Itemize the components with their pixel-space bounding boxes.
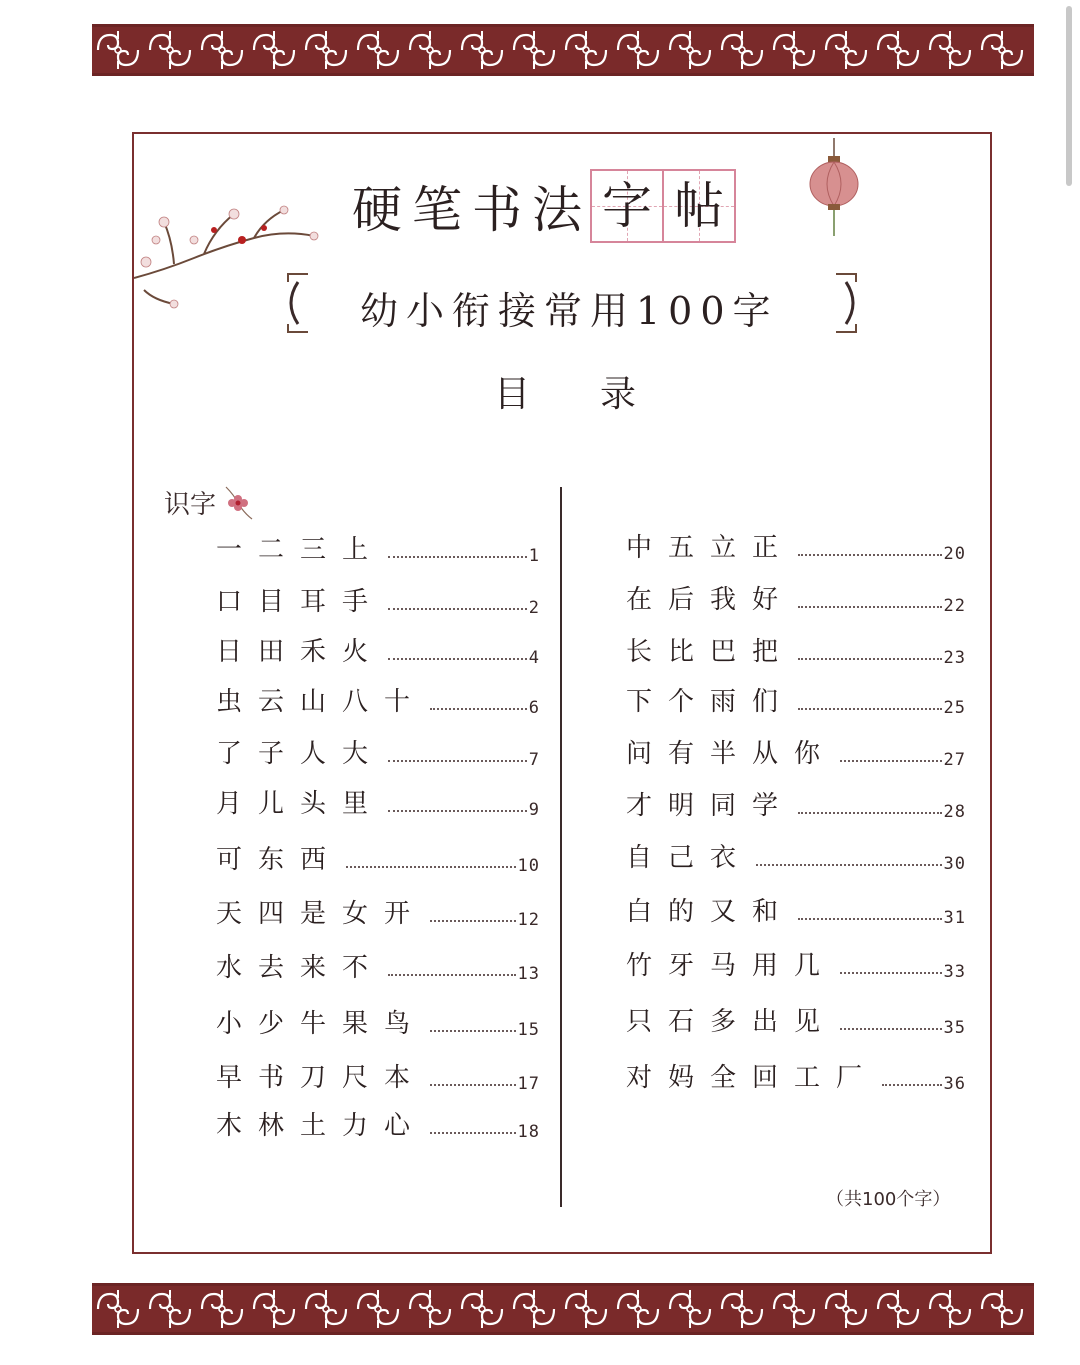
entry-chars: 虫云山八十 <box>216 687 427 717</box>
entry-page: 18 <box>517 1122 540 1142</box>
entry-page: 1 <box>528 546 540 566</box>
toc-entry[interactable] <box>626 948 966 982</box>
plum-flower-icon <box>224 485 254 521</box>
total-count: （共100个字） <box>826 1189 951 1210</box>
leader-dots <box>798 812 942 814</box>
toc-entry[interactable] <box>216 896 540 930</box>
leader-dots <box>798 606 942 608</box>
toc-entry[interactable] <box>216 736 540 770</box>
entry-page: 4 <box>528 648 540 668</box>
entry-chars: 才明同学 <box>626 791 795 821</box>
leader-dots <box>430 920 516 922</box>
leader-dots <box>430 1030 516 1032</box>
meander-pattern-top <box>92 27 1028 73</box>
entry-page: 30 <box>943 854 966 874</box>
entry-chars: 下个雨们 <box>626 687 795 717</box>
entry-chars: 长比巴把 <box>626 637 795 667</box>
plum-blossom-branch-icon <box>134 200 344 310</box>
toc-entry[interactable] <box>216 1108 540 1142</box>
entry-page: 17 <box>517 1074 540 1094</box>
entry-page: 27 <box>943 750 966 770</box>
entry-chars: 对妈全回工厂 <box>626 1063 879 1093</box>
hanging-lantern-icon <box>806 138 862 238</box>
entry-chars: 日田禾火 <box>216 637 385 667</box>
entry-page: 25 <box>943 698 966 718</box>
title-grid-char-2: 帖 <box>662 169 736 243</box>
leader-dots <box>388 974 516 976</box>
toc-entry[interactable] <box>216 950 540 984</box>
toc-entry[interactable] <box>626 1004 966 1038</box>
toc-entry[interactable] <box>216 1060 540 1094</box>
leader-dots <box>840 972 942 974</box>
toc-entry[interactable] <box>216 634 540 668</box>
leader-dots <box>388 658 527 660</box>
entry-chars: 月儿头里 <box>216 789 385 819</box>
entry-chars: 在后我好 <box>626 585 795 615</box>
entry-page: 10 <box>517 856 540 876</box>
entry-chars: 中五立正 <box>626 533 795 563</box>
entry-chars: 水去来不 <box>216 953 385 983</box>
leader-dots <box>388 608 527 610</box>
leader-dots <box>756 864 942 866</box>
leader-dots <box>346 866 516 868</box>
entry-chars: 口目耳手 <box>216 587 385 617</box>
entry-page: 7 <box>528 750 540 770</box>
toc-entry[interactable] <box>626 894 966 928</box>
entry-page: 23 <box>943 648 966 668</box>
entry-chars: 自己衣 <box>626 843 753 873</box>
entry-page: 15 <box>517 1020 540 1040</box>
scrollbar-thumb[interactable] <box>1066 6 1072 186</box>
toc-entry[interactable] <box>216 786 540 820</box>
entry-chars: 小少牛果鸟 <box>216 1009 427 1039</box>
leader-dots <box>430 708 527 710</box>
leader-dots <box>840 760 942 762</box>
entry-page: 28 <box>943 802 966 822</box>
entry-page: 12 <box>517 910 540 930</box>
leader-dots <box>388 810 527 812</box>
entry-chars: 可东西 <box>216 845 343 875</box>
page-title <box>352 170 736 242</box>
left-bracket-icon <box>280 272 310 334</box>
toc-entry[interactable] <box>626 582 966 616</box>
entry-page: 6 <box>528 698 540 718</box>
toc-entry[interactable] <box>216 532 540 566</box>
toc-entry[interactable] <box>626 840 966 874</box>
leader-dots <box>798 658 942 660</box>
entry-page: 22 <box>943 596 966 616</box>
entry-chars: 早书刀尺本 <box>216 1063 427 1093</box>
leader-dots <box>798 554 942 556</box>
leader-dots <box>840 1028 942 1030</box>
entry-chars: 木林土力心 <box>216 1111 427 1141</box>
entry-page: 36 <box>943 1074 966 1094</box>
entry-chars: 一二三上 <box>216 535 385 565</box>
toc-entry[interactable] <box>216 842 540 876</box>
entry-chars: 竹牙马用几 <box>626 951 837 981</box>
right-bracket-icon <box>834 272 864 334</box>
entry-page: 35 <box>943 1018 966 1038</box>
entry-page: 2 <box>528 598 540 618</box>
entry-chars: 白的又和 <box>626 897 795 927</box>
entry-page: 31 <box>943 908 966 928</box>
entry-chars: 只石多出见 <box>626 1007 837 1037</box>
toc-entry[interactable] <box>626 736 966 770</box>
scrollbar[interactable] <box>1064 0 1074 190</box>
toc-entry[interactable] <box>216 684 540 718</box>
entry-chars: 了子人大 <box>216 739 385 769</box>
toc-entry[interactable] <box>626 788 966 822</box>
column-divider <box>560 487 562 1207</box>
meander-pattern-bottom <box>92 1286 1028 1332</box>
top-decorative-border <box>92 24 1034 76</box>
section-label: 识字 <box>164 484 254 521</box>
toc-entry[interactable] <box>626 634 966 668</box>
leader-dots <box>388 760 527 762</box>
leader-dots <box>798 918 942 920</box>
entry-chars: 天四是女开 <box>216 899 427 929</box>
entry-page: 13 <box>517 964 540 984</box>
title-grid-char-1: 字 <box>590 169 664 243</box>
leader-dots <box>882 1084 942 1086</box>
title-text: 硬笔书法 <box>352 181 592 239</box>
subtitle: 幼小衔接常用100字 <box>360 289 779 333</box>
toc-entry[interactable] <box>216 584 540 618</box>
entry-page: 20 <box>943 544 966 564</box>
toc-heading: 目 录 <box>494 374 637 415</box>
toc-entry[interactable] <box>626 1060 966 1094</box>
leader-dots <box>798 708 942 710</box>
toc-entry[interactable] <box>626 684 966 718</box>
entry-page: 9 <box>528 800 540 820</box>
toc-entry[interactable] <box>216 1006 540 1040</box>
entry-chars: 问有半从你 <box>626 739 837 769</box>
leader-dots <box>430 1084 516 1086</box>
leader-dots <box>430 1132 516 1134</box>
leader-dots <box>388 556 527 558</box>
toc-entry[interactable] <box>626 530 966 564</box>
entry-page: 33 <box>943 962 966 982</box>
bottom-decorative-border <box>92 1283 1034 1335</box>
